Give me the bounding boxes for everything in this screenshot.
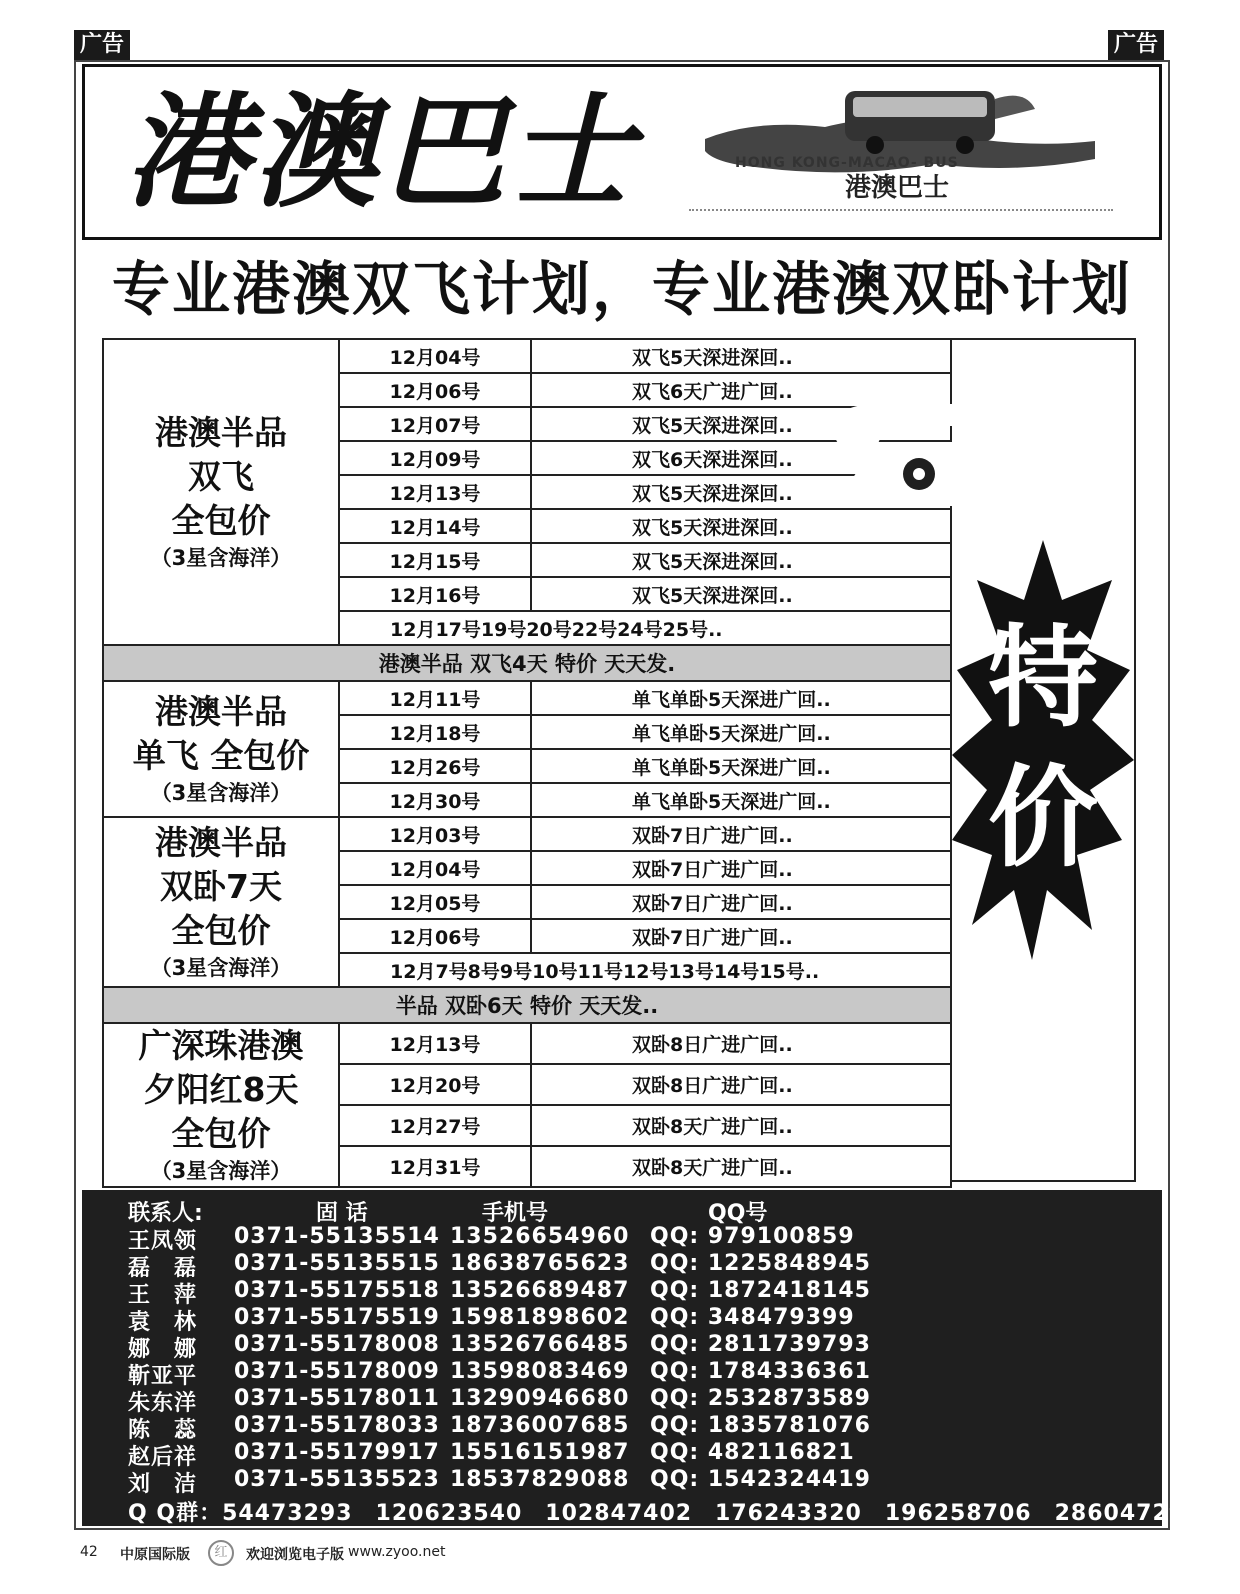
trip-desc: 双卧8天广进广回.. [531,1105,951,1146]
group-name-line: 港澳半品 [155,823,287,862]
special-banner: 半品 双卧6天 特价 天天发.. [103,987,951,1023]
contact-qq: QQ: 2811739793 [650,1332,871,1357]
contact-phone: 0371-55135514 [234,1224,440,1249]
ad-tag-right: 广告 [1108,30,1164,60]
qq-groups: Q Q群：54473293 120623540 102847402 176243320 196258706 286047298 [128,1501,1202,1526]
contact-qq: QQ: 1542324419 [650,1467,871,1492]
contact-qq: QQ: 979100859 [650,1224,855,1249]
table-row [103,817,951,851]
contact-phone: 0371-55175518 [234,1278,440,1303]
table-row [103,339,951,373]
group-name-cell [103,681,339,817]
trip-date: 12月09号 [339,441,531,475]
group-name-line: 双卧7天 [160,867,282,906]
trip-date: 12月30号 [339,783,531,817]
group-name-line: 全包价 [171,501,271,540]
seal-badge: 红 [208,1540,234,1566]
trip-desc: 双飞6天深进深回.. [531,441,951,475]
trip-extra-dates: 12月7号8号9号10号11号12号13号14号15号.. [339,953,951,987]
trip-desc: 双卧8日广进广回.. [531,1064,951,1105]
trip-desc: 双卧8日广进广回.. [531,1023,951,1064]
contact-phone: 0371-55178011 [234,1386,440,1411]
contact-mobile: 13526766485 [450,1332,630,1357]
contact-header-name: 联系人: [128,1201,203,1226]
schedule-table [102,338,952,1188]
contact-header-mobile: 手机号 [482,1201,549,1226]
trip-desc: 双飞5天深进深回.. [531,509,951,543]
group-name-line: 单飞 全包价 [132,736,310,775]
group-name-line: 双飞 [188,457,254,496]
footer-url: www.zyoo.net [348,1544,446,1560]
contact-name: 朱东洋 [128,1391,198,1416]
table-row [103,1023,951,1064]
contact-mobile: 13526654960 [450,1224,630,1249]
contact-qq: QQ: 348479399 [650,1305,855,1330]
group-note: （3星含海洋） [150,1159,292,1183]
trip-date: 12月07号 [339,407,531,441]
bus-logo-english: HONG KONG-MACAO- BUS [735,155,959,171]
publication-name: 中原国际版 [120,1547,190,1563]
contact-header-phone: 固 话 [316,1201,368,1226]
trip-date: 12月05号 [339,885,531,919]
contact-name: 靳亚平 [128,1364,198,1389]
bus-logo-chinese: 港澳巴士 [845,173,950,203]
trip-date: 12月31号 [339,1146,531,1187]
special-char: 价 [988,754,1098,882]
page-number: 42 [80,1544,98,1560]
table-row [103,681,951,715]
contact-mobile: 13290946680 [450,1386,630,1411]
contact-mobile: 15981898602 [450,1305,630,1330]
trip-date: 12月18号 [339,715,531,749]
contact-name: 赵后祥 [128,1445,198,1470]
trip-desc: 单飞单卧5天深进广回.. [531,681,951,715]
trip-date: 12月06号 [339,919,531,953]
trip-desc: 双飞6天广进广回.. [531,373,951,407]
group-name-line: 港澳半品 [155,692,287,731]
contact-phone: 0371-55175519 [234,1305,440,1330]
trip-date: 12月20号 [339,1064,531,1105]
trip-date: 12月11号 [339,681,531,715]
trip-date: 12月03号 [339,817,531,851]
group-name-line: 广深珠港澳 [138,1026,304,1065]
special-banner: 港澳半品 双飞4天 特价 天天发. [103,645,951,681]
group-name-cell [103,817,339,987]
trip-date: 12月26号 [339,749,531,783]
trip-desc: 双飞5天深进深回.. [531,577,951,611]
group-name-line: 全包价 [171,911,271,950]
contact-name: 刘 洁 [128,1472,198,1497]
trip-date: 12月14号 [339,509,531,543]
trip-desc: 单飞单卧5天深进广回.. [531,783,951,817]
contact-phone: 0371-55178033 [234,1413,440,1438]
contact-qq: QQ: 1225848945 [650,1251,871,1276]
contact-mobile: 13598083469 [450,1359,630,1384]
special-char: 特 [988,614,1098,742]
group-name-cell [103,339,339,645]
contact-phone: 0371-55135515 [234,1251,440,1276]
group-name-line: 全包价 [171,1114,271,1153]
trip-date: 12月13号 [339,1023,531,1064]
slogan: 专业港澳双飞计划，专业港澳双卧计划 [111,255,1132,323]
header-divider [689,209,1113,211]
trip-desc: 双飞5天深进深回.. [531,339,951,373]
table-row [103,645,951,681]
contact-header-qq: QQ号 [708,1201,768,1226]
contact-mobile: 15516151987 [450,1440,630,1465]
contact-name: 王 萍 [128,1283,198,1308]
trip-desc: 单飞单卧5天深进广回.. [531,715,951,749]
group-name-line: 港澳半品 [155,413,287,452]
contact-qq: QQ: 1835781076 [650,1413,871,1438]
ad-header [82,64,1162,240]
contact-phone: 0371-55179917 [234,1440,440,1465]
contact-phone: 0371-55135523 [234,1467,440,1492]
trip-desc: 双卧8天广进广回.. [531,1146,951,1187]
contact-name: 陈 蕊 [128,1418,198,1443]
trip-desc: 双卧7日广进广回.. [531,885,951,919]
trip-date: 12月06号 [339,373,531,407]
contact-mobile: 18537829088 [450,1467,630,1492]
contact-mobile: 18638765623 [450,1251,630,1276]
contact-qq: QQ: 2532873589 [650,1386,871,1411]
trip-desc: 双卧7日广进广回.. [531,851,951,885]
trip-desc: 单飞单卧5天深进广回.. [531,749,951,783]
trip-desc: 双卧7日广进广回.. [531,817,951,851]
ad-tag-left: 广告 [74,30,130,60]
trip-date: 12月13号 [339,475,531,509]
contact-name: 王凤领 [128,1229,198,1254]
group-note: （3星含海洋） [150,546,292,570]
telephone-icon [828,398,1010,508]
footer-welcome: 欢迎浏览电子版 [246,1547,344,1563]
contact-qq: QQ: 1784336361 [650,1359,871,1384]
trip-desc: 双飞5天深进深回.. [531,475,951,509]
trip-date: 12月04号 [339,851,531,885]
trip-date: 12月16号 [339,577,531,611]
contact-section [82,1190,1202,1526]
trip-desc: 双卧7日广进广回.. [531,919,951,953]
group-note: （3星含海洋） [150,781,292,805]
contact-phone: 0371-55178008 [234,1332,440,1357]
trip-date: 12月15号 [339,543,531,577]
special-price-text [952,608,1134,888]
trip-desc: 双飞5天深进深回.. [531,407,951,441]
contact-name: 袁 林 [128,1310,198,1335]
trip-date: 12月27号 [339,1105,531,1146]
trip-date: 12月04号 [339,339,531,373]
contact-mobile: 18736007685 [450,1413,630,1438]
trip-desc: 双飞5天深进深回.. [531,543,951,577]
trip-extra-dates: 12月17号19号20号22号24号25号.. [339,611,951,645]
contact-qq: QQ: 482116821 [650,1440,855,1465]
contact-name: 磊 磊 [128,1256,198,1281]
contact-qq: QQ: 1872418145 [650,1278,871,1303]
brand-title: 港澳巴士 [125,81,638,225]
contact-name: 娜 娜 [128,1337,198,1362]
group-name-cell [103,1023,339,1187]
table-row [103,987,951,1023]
group-name-line: 夕阳红8天 [143,1070,299,1109]
contact-mobile: 13526689487 [450,1278,630,1303]
contact-phone: 0371-55178009 [234,1359,440,1384]
group-note: （3星含海洋） [150,956,292,980]
